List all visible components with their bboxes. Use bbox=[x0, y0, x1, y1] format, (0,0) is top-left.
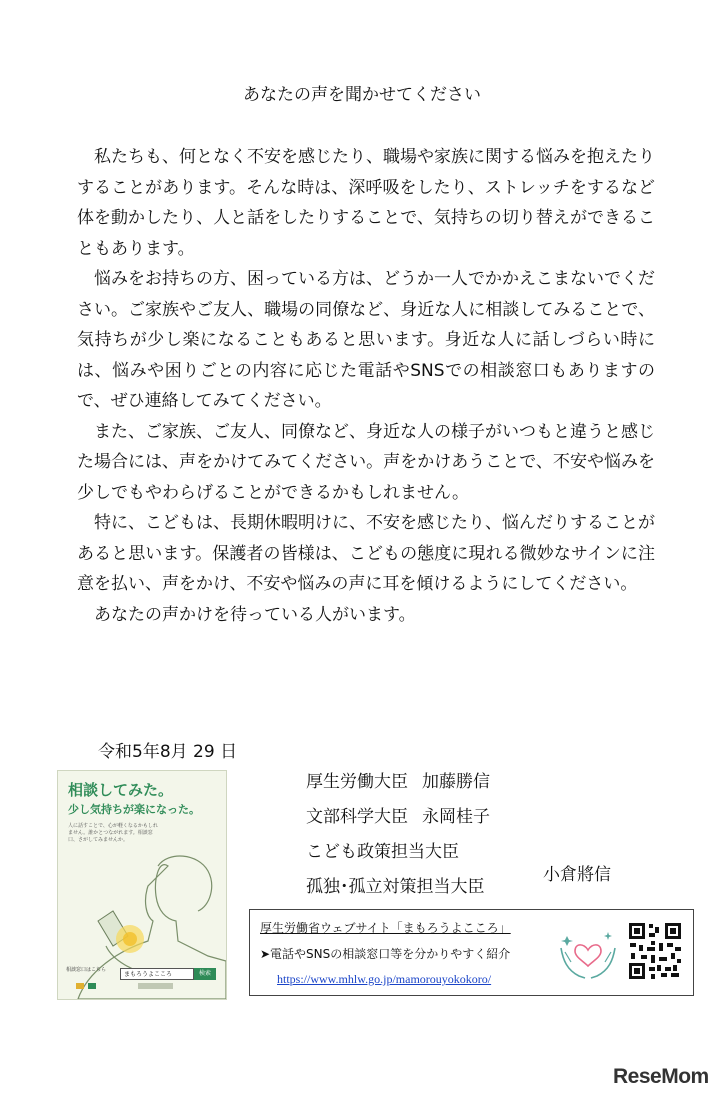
poster-label: 相談窓口はこちら bbox=[66, 967, 107, 973]
body-text bbox=[77, 142, 655, 630]
poster-search-button: 検索 bbox=[194, 968, 216, 980]
minister-name: 永岡桂子 bbox=[422, 807, 490, 827]
heart-hands-icon bbox=[557, 926, 619, 982]
minister-line bbox=[306, 840, 490, 875]
minister-line bbox=[306, 805, 490, 840]
paragraph: あなたの声かけを待っている人がいます。 bbox=[94, 604, 416, 625]
paragraph: 悩みをお持ちの方、困っている方は、どうか一人でかかえこまないでください。ご家族やご友人、職場の同僚など、身近な人に相談してみることで、気持ちが少し楽になることもあると思います。身近な人に話しづらい時には、悩みや困りごとの内容に応じた電話やSNSでの相談窓口もありますので、ぜひ連絡してみてください。 bbox=[77, 269, 655, 411]
minister-line bbox=[306, 875, 490, 910]
info-box-title: 厚生労働省ウェブサイト「まもろうよこころ」 bbox=[260, 921, 511, 935]
website-link[interactable]: https://www.mhlw.go.jp/mamorouyokokoro/ bbox=[277, 972, 492, 986]
campaign-poster bbox=[57, 770, 227, 1000]
poster-subheadline: 少し気持ちが楽になった。 bbox=[68, 804, 200, 816]
document-title: あなたの声を聞かせてください bbox=[243, 85, 481, 105]
minister-line bbox=[306, 770, 490, 805]
poster-headline: 相談してみた。 bbox=[68, 782, 174, 799]
shared-minister-name: 小倉將信 bbox=[543, 865, 611, 885]
poster-search-box: まもろうよこころ bbox=[120, 968, 194, 980]
minister-title: 厚生労働大臣 bbox=[306, 772, 408, 792]
paragraph: 私たちも、何となく不安を感じたり、職場や家族に関する悩みを抱えたりすることがあります。そんな時は、深呼吸をしたり、ストレッチをするなど体を動かしたり、人と話をしたりすることで、気持ちの切り替えができることもあります。 bbox=[77, 147, 655, 259]
minister-list bbox=[306, 770, 490, 910]
qr-code-icon bbox=[627, 921, 683, 981]
poster-small-text: 人に話すことで、心が軽くなるかもしれません。誰かとつながれます。相談窓口、さがしてみませんか。 bbox=[68, 823, 158, 843]
info-box-description: ➤電話やSNSの相談窓口等を分かりやすく紹介 bbox=[260, 947, 511, 961]
minister-name: 加藤勝信 bbox=[422, 772, 490, 792]
minister-title: 文部科学大臣 bbox=[306, 807, 408, 827]
paragraph: 特に、こどもは、長期休暇明けに、不安を感じたり、悩んだりすることがあると思います。保護者の皆様は、こどもの態度に現れる微妙なサインに注意を払い、声をかけ、不安や悩みの声に耳を傾けるようにしてください。 bbox=[77, 513, 655, 594]
paragraph: また、ご家族、ご友人、同僚など、身近な人の様子がいつもと違うと感じた場合には、声をかけてみてください。声をかけあうことで、不安や悩みを少しでもやわらげることができるかもしれません。 bbox=[77, 421, 655, 503]
minister-title: 孤独･孤立対策担当大臣 bbox=[306, 877, 485, 897]
document-date: 令和5年8月 29 日 bbox=[98, 742, 238, 762]
resemom-logo: ReseMom bbox=[613, 1065, 709, 1088]
website-info-box bbox=[249, 909, 694, 996]
minister-title: こども政策担当大臣 bbox=[306, 842, 459, 862]
